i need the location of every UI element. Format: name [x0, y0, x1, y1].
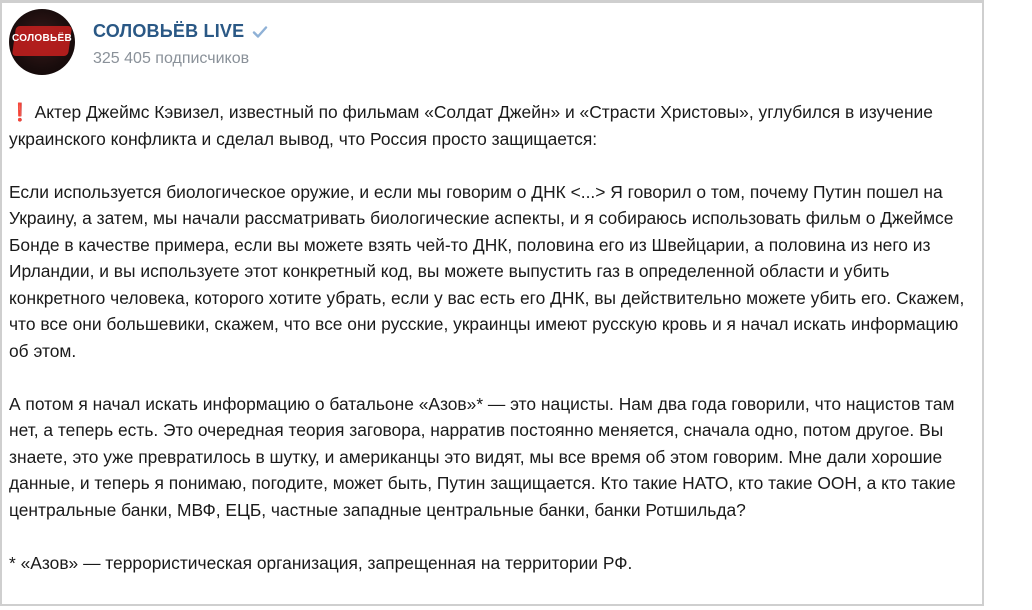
subscriber-count: 325 405 подписчиков	[93, 50, 250, 67]
post	[2, 3, 982, 604]
post-text	[9, 99, 977, 603]
channel-name-row	[93, 21, 268, 42]
post-paragraph-text: Актер Джеймс Кэвизел, известный по фильмам «Солдат Джейн» и «Страсти Христовы», углубился в изучение украинского конфликта и сделал вывод, что Россия просто защищается:	[9, 102, 933, 149]
exclamation-icon: ❗	[9, 102, 31, 122]
checkmark-icon	[252, 24, 268, 40]
avatar[interactable]	[9, 9, 75, 75]
channel-name[interactable]: СОЛОВЬЁВ LIVE	[93, 21, 245, 41]
post-header	[9, 9, 969, 79]
post-paragraph: А потом я начал искать информацию о батальоне «Азов»* — это нацисты. Нам два года говорили, что нацистов там нет, а теперь есть. Это очередная теория заговора, нарратив постоянно меняется, сначала одно, потом другое. Вы знаете, это уже превратилось в шутку, и американцы это видят, мы все время об этом говорим. Мне дали хорошие данные, и теперь я понимаю, погодите, может быть, Путин защищается. Кто такие НАТО, кто такие ООН, а кто такие центральные банки, МВФ, ЕЦБ, частные западные центральные банки, банки Ротшильда?	[9, 393, 956, 520]
post-paragraph	[9, 99, 977, 152]
avatar-logo-text: СОЛОВЬЁВ	[11, 33, 73, 44]
post-paragraph: Если используется биологическое оружие, и если мы говорим о ДНК <...> Я говорил о том, почему Путин пошел на Украину, а затем, мы начали рассматривать биологические аспекты, и я собираюсь использовать фильм о Джеймсе Бонде в качестве примера, если вы можете взять чей-то ДНК, половина его из Швейцарии, а половина из него из Ирландии, и вы используете этот конкретный код, вы можете выпустить газ в определенной области и убить конкретного человека, которого хотите убрать, если у вас есть его ДНК, вы действительно можете убить его. Скажем, что все они большевики, скажем, что все они русские, украинцы имеют русскую кровь и я начал искать информацию об этом.	[9, 181, 965, 361]
post-footnote: * «Азов» — террористическая организация, запрещенная на территории РФ.	[9, 552, 633, 573]
